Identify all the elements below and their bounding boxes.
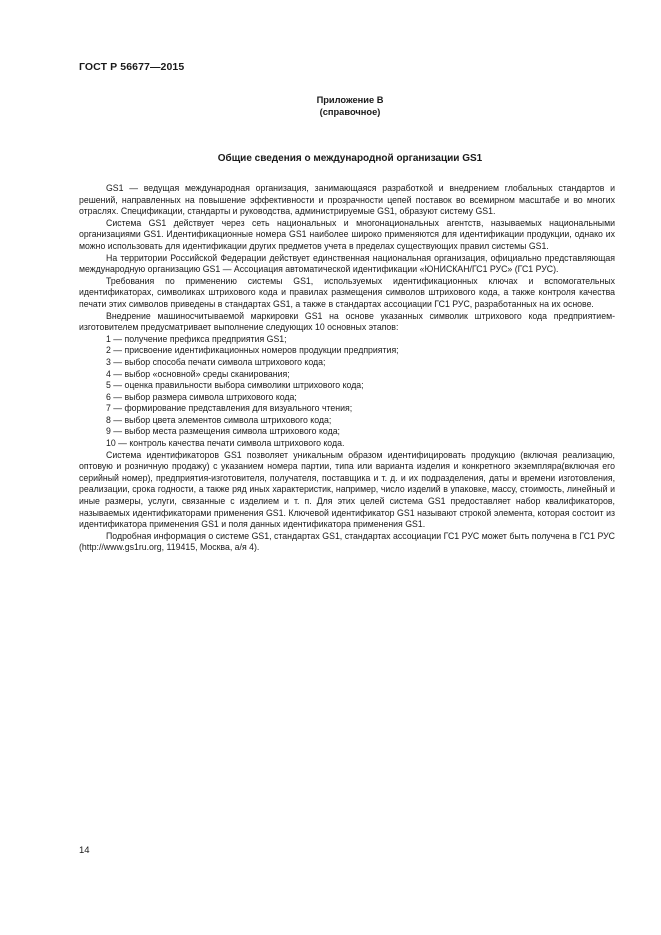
section-title: Общие сведения о международной организации GS1 [217, 153, 483, 164]
list-item: 5 — оценка правильности выбора символики штрихового кода; [106, 380, 364, 391]
paragraph: GS1 — ведущая международная организация, занимающаяся разработкой и внедрением глобальных стандартов и решений, направленных на повышение эффективности и прозрачности цепей поставок во всемирном масштабе и во многих отраслях. Спецификации, стандарты и руководства, администрируемые GS1, образуют систему GS1. [79, 183, 615, 217]
document-body [79, 183, 615, 554]
list-item: 7 — формирование представления для визуального чтения; [106, 403, 353, 414]
paragraph: Требования по применению системы GS1, используемых идентификационных ключах и вспомогательных идентификаторах, символиках штрихового кода и правилах размещения символов штрихового кода, а также контроля качества печати этих символов приведены в стандартах GS1, а также в стандартах ассоциации ГС1 РУС, разработанных на их основе. [79, 275, 615, 309]
paragraph: Подробная информация о системе GS1, стандартах GS1, стандартах ассоциации ГС1 РУС может быть получена в ГС1 РУС (http://www.gs1ru.org, 119415, Москва, а/я 4). [79, 530, 615, 553]
document-id: ГОСТ Р 56677—2015 [79, 61, 185, 73]
paragraph: Внедрение машиносчитываемой маркировки GS1 на основе указанных символик штрихового кода предприятием-изготовителем предусматривает выполнение следующих 10 основных этапов: [79, 310, 615, 333]
list-item: 8 — выбор цвета элементов символа штрихового кода; [106, 414, 332, 425]
list-item: 10 — контроль качества печати символа штрихового кода. [106, 438, 345, 449]
annex-title: Приложение В [316, 95, 384, 105]
list-item: 9 — выбор места размещения символа штрихового кода; [106, 426, 340, 437]
list-item: 6 — выбор размера символа штрихового кода; [106, 391, 297, 402]
list-item: 3 — выбор способа печати символа штрихового кода; [106, 356, 326, 367]
annex-subtitle: (справочное) [319, 107, 381, 117]
annex-heading [0, 94, 661, 118]
list-item: 1 — получение префикса предприятия GS1; [106, 333, 287, 344]
paragraph: Система GS1 действует через сеть национальных и многонациональных агентств, называемых национальными организациями GS1. Идентификационные номера GS1 наиболее широко применяются для идентификации продукции, однако их можно использовать для идентификации других предметов учета в пределах существующих правил системы GS1. [79, 217, 615, 251]
list-item: 2 — присвоение идентификационных номеров продукции предприятия; [106, 345, 399, 356]
paragraph: На территории Российской Федерации действует единственная национальная организация, официально представляющая международную организацию GS1 — Ассоциация автоматической идентификации «ЮНИСКАН/ГС1 РУС» (ГС1 РУС). [79, 252, 615, 275]
paragraph: Система идентификаторов GS1 позволяет уникальным образом идентифицировать продукцию (включая реализацию, оптовую и розничную продажу) с указанием номера партии, типа или варианта изделия и конкретного экземпляра(включая его серийный номер), предприятия-изготовителя, получателя, поставщика и т. д. и их подразделения, даты и времени изготовления, реализации, срока годности, а также ряд иных характеристик, например, число изделий в упаковке, массу, стоимость, линейный и иные размеры, услуги, связанные с изделием и т. п. Для этих целей система GS1 предоставляет набор квалификаторов, называемых идентификаторами применения GS1. Ключевой идентификатор GS1 называют строкой элемента, которая состоит из идентификатора применения GS1 и поля данных идентификатора применения GS1. [79, 449, 615, 530]
list-item: 4 — выбор «основной» среды сканирования; [106, 368, 290, 379]
steps-list [79, 334, 615, 450]
page-number: 14 [79, 845, 90, 856]
